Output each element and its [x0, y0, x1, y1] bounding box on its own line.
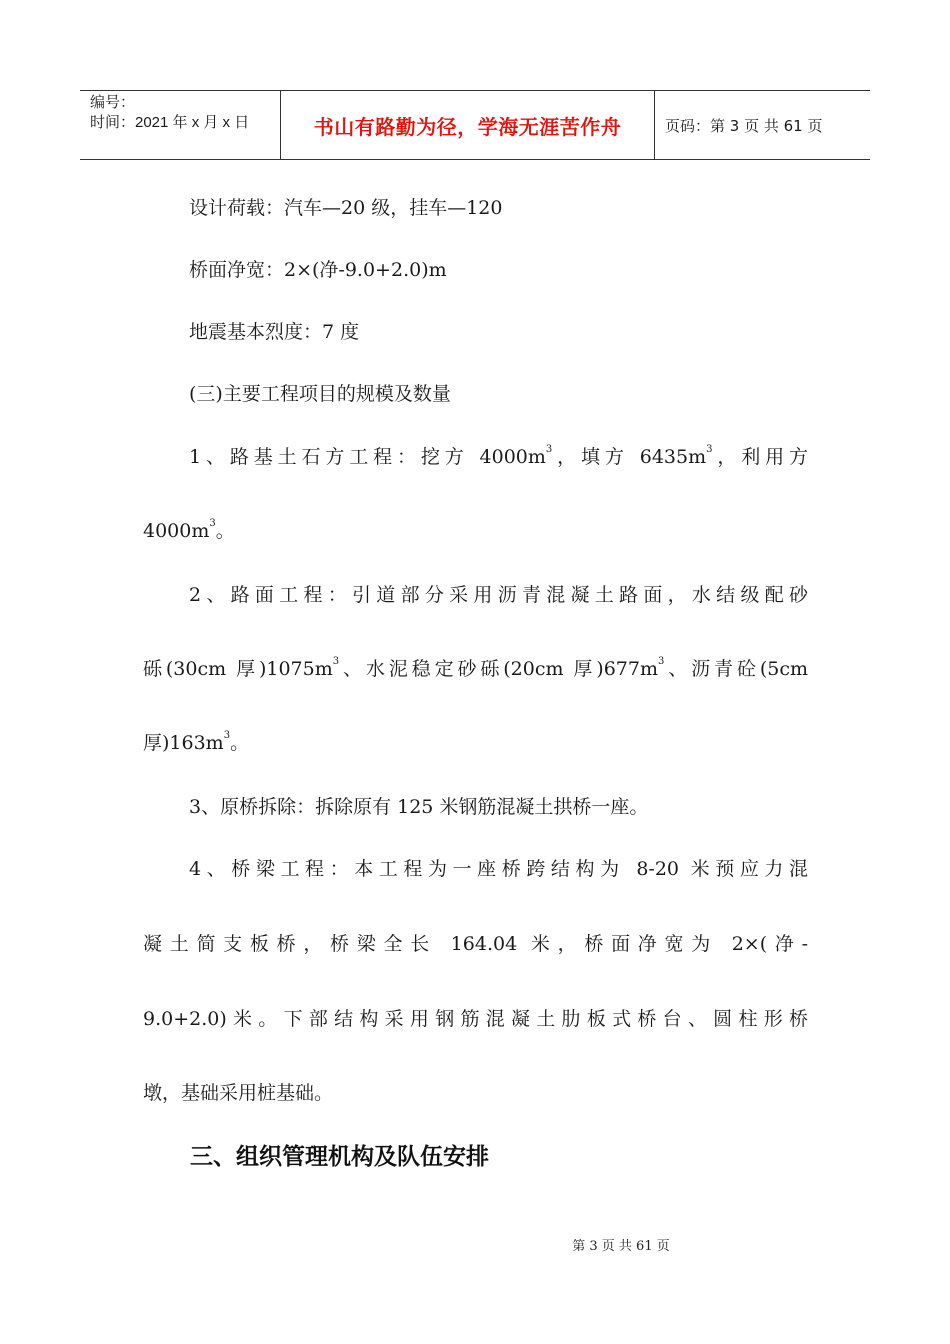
paragraph-pavement: 2、路面工程：引道部分采用沥青混凝土路面，水结级配砂: [189, 584, 808, 606]
text-run: ，填方 6435m: [552, 446, 707, 468]
paragraph-seismic: 地震基本烈度：7 度: [189, 321, 360, 343]
paragraph-earthwork: [189, 442, 808, 472]
footer-page-number: 第 3 页 共 61 页: [572, 1239, 670, 1254]
text-run: 、沥青砼(5cm: [664, 658, 808, 680]
paragraph-pavement-cont: [143, 654, 808, 684]
paragraph-deck-width: 桥面净宽：2×(净-9.0+2.0)m: [189, 259, 447, 281]
number-label: 编号：: [90, 94, 136, 111]
page-footer: [0, 1235, 950, 1254]
superscript: 3: [545, 444, 553, 455]
text-run: 。: [215, 520, 235, 542]
superscript: 3: [332, 656, 340, 667]
header-page-info: 页码：第 3 页 共 61 页: [665, 116, 823, 135]
header-meta-cell: [80, 91, 281, 159]
paragraph-bridge-end: 墩，基础采用桩基础。: [143, 1082, 334, 1104]
text-run: 。: [230, 732, 250, 754]
page-header: [80, 90, 870, 160]
text-run: 砾(30cm 厚)1075m: [143, 658, 333, 680]
text-run: 、水泥稳定砂砾(20cm 厚)677m: [339, 658, 659, 680]
time-label: 时间：2021 年 x 月 x 日: [90, 114, 250, 131]
paragraph-bridge-cont2: 9.0+2.0)米。下部结构采用钢筋混凝土肋板式桥台、圆柱形桥: [143, 1008, 808, 1030]
text-run: 1、路基土石方工程：挖方 4000m: [189, 446, 546, 468]
header-motto: 书山有路勤为径，学海无涯苦作舟: [281, 91, 655, 159]
text-run: 厚)163m: [143, 732, 224, 754]
section-title: 三、组织管理机构及队伍安排: [190, 1144, 489, 1170]
paragraph-bridge-cont1: 凝土简支板桥，桥梁全长 164.04 米，桥面净宽为 2×(净-: [143, 933, 808, 955]
paragraph-bridge: 4、桥梁工程：本工程为一座桥跨结构为 8-20 米预应力混: [189, 858, 808, 880]
paragraph-design-load: 设计荷载：汽车—20 级，挂车—120: [189, 197, 503, 219]
paragraph-demolition: 3、原桥拆除：拆除原有 125 米钢筋混凝土拱桥一座。: [189, 796, 649, 818]
superscript: 3: [223, 730, 231, 741]
superscript: 3: [658, 656, 665, 667]
text-run: ，利用方: [712, 446, 808, 468]
paragraph-earthwork-cont: [143, 516, 235, 546]
paragraph-heading-scale: (三)主要工程项目的规模及数量: [189, 383, 451, 405]
superscript: 3: [706, 444, 713, 455]
paragraph-pavement-end: [143, 728, 249, 758]
text-run: 4000m: [143, 520, 210, 542]
superscript: 3: [209, 518, 216, 529]
